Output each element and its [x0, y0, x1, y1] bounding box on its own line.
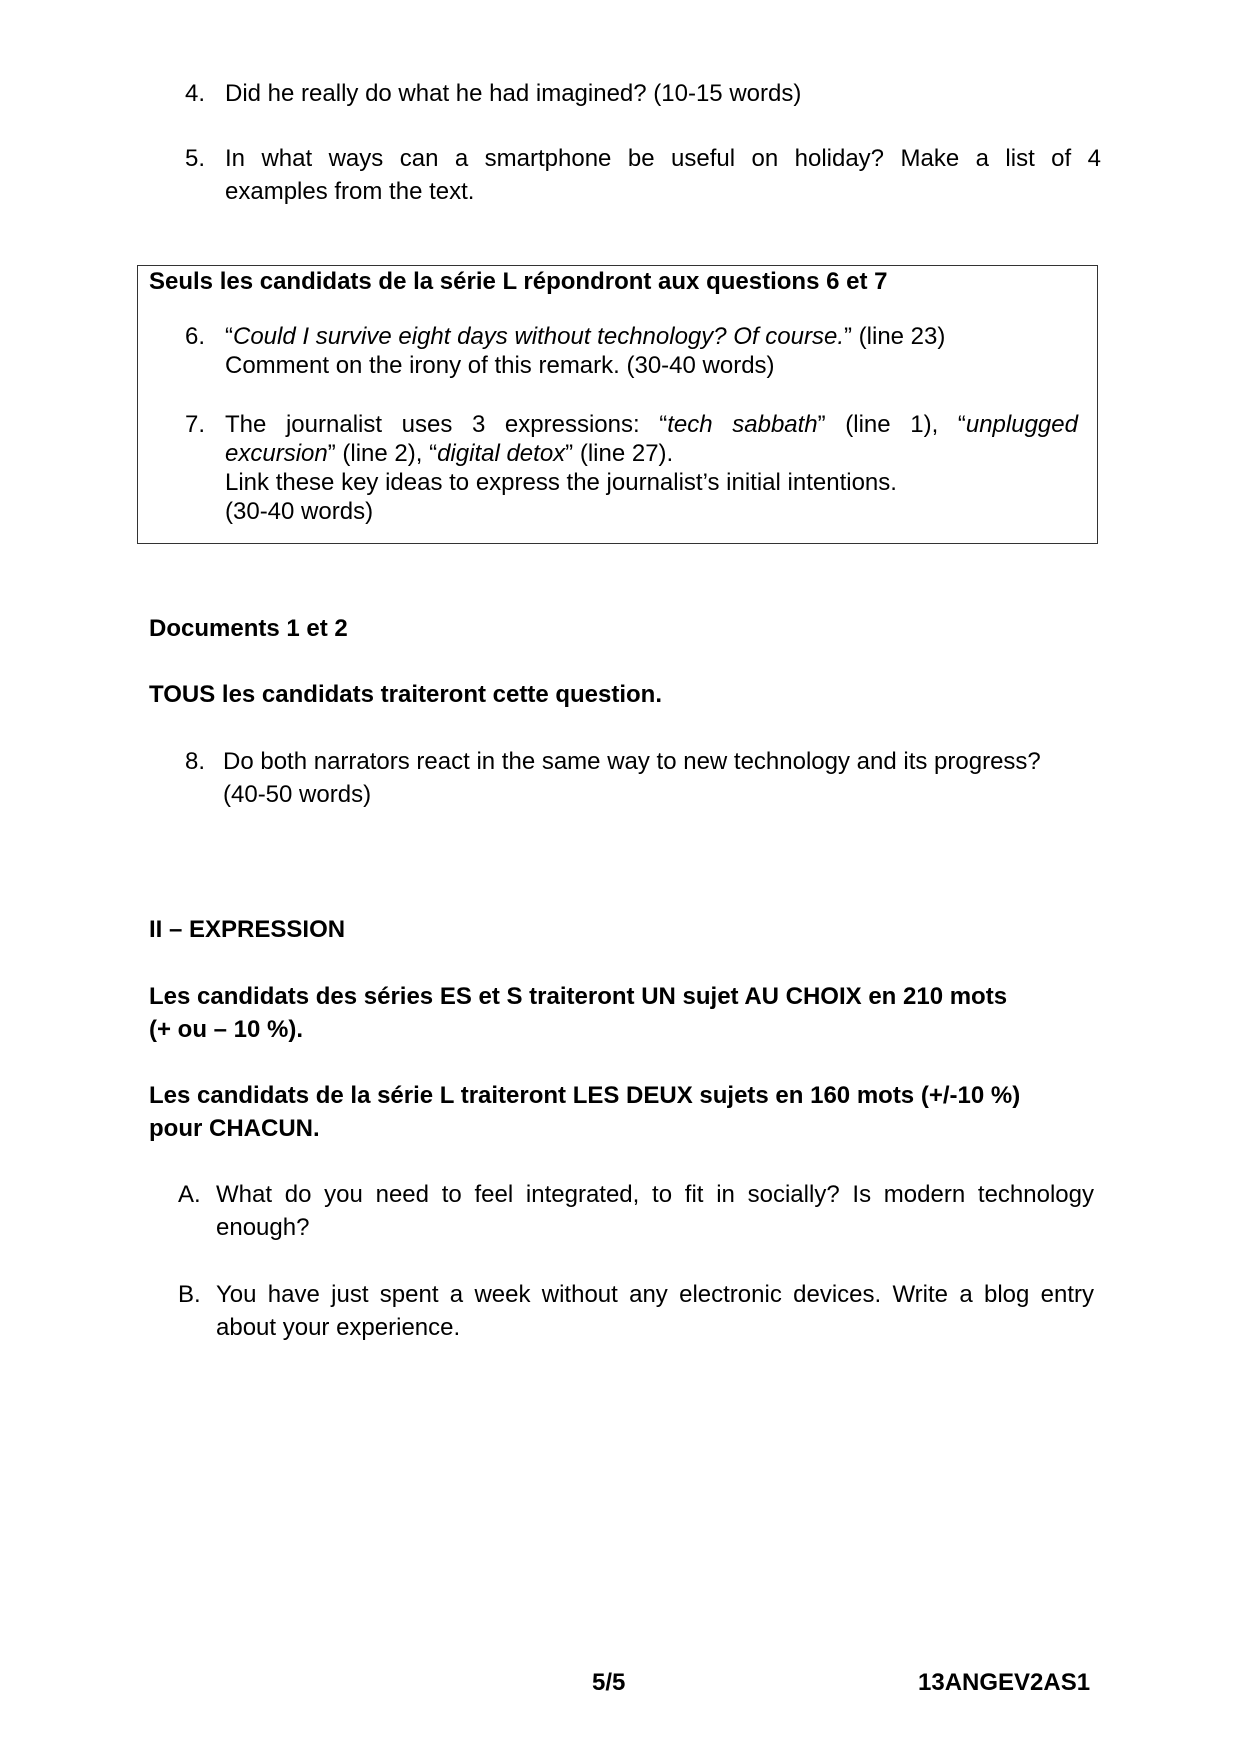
question-number: 6.	[185, 323, 206, 350]
all-candidates-note: TOUS les candidats traiteront cette question.	[149, 681, 662, 708]
question-text: In what ways can a smartphone be useful on holiday? Make a list of 4 examples from the text.	[225, 145, 1101, 205]
subject-b	[178, 1278, 1100, 1344]
question-text: Do both narrators react in the same way to new technology and its progress? (40-50 words)	[223, 748, 1041, 808]
subject-letter: A.	[178, 1181, 201, 1208]
question-8	[185, 745, 1100, 811]
question-number: 5.	[185, 145, 206, 172]
es-s-instructions: Les candidats des séries ES et S traiteront UN sujet AU CHOIX en 210 mots (+ ou – 10 %).	[149, 983, 1008, 1043]
question-4	[185, 77, 1100, 110]
documents-heading: Documents 1 et 2	[149, 615, 348, 642]
question-number: 4.	[185, 80, 206, 107]
subject-letter: B.	[178, 1281, 201, 1308]
page-number: 5/5	[592, 1669, 626, 1696]
document-code: 13ANGEV2AS1	[918, 1669, 1091, 1696]
expression-heading: II – EXPRESSION	[149, 916, 346, 943]
serie-l-heading: Seuls les candidats de la série L répondront aux questions 6 et 7	[149, 268, 888, 295]
question-number: 7.	[185, 411, 206, 438]
quote-text: Could I survive eight days without technology? Of course.	[233, 323, 844, 350]
question-text: The journalist uses 3 expressions: “tech sabbath” (line 1), “unplugged excursion” (line 2), “digital detox” (line 27). Link these key ideas to express the journalist’s initial intentions. (30-40 words)	[225, 411, 1078, 525]
question-7	[185, 410, 1090, 530]
question-number: 8.	[185, 748, 206, 775]
subject-a	[178, 1178, 1100, 1244]
subject-text: What do you need to feel integrated, to fit in socially? Is modern technology enough?	[216, 1181, 1094, 1241]
question-text: Did he really do what he had imagined? (10-15 words)	[225, 80, 802, 107]
question-5	[185, 142, 1100, 208]
question-6	[185, 322, 1090, 388]
question-text: “Could I survive eight days without technology? Of course.” (line 23) Comment on the irony of this remark. (30-40 words)	[225, 323, 946, 379]
l-instructions: Les candidats de la série L traiteront LES DEUX sujets en 160 mots (+/-10 %) pour CHACUN.	[149, 1082, 1021, 1142]
subject-text: You have just spent a week without any electronic devices. Write a blog entry about your experience.	[216, 1281, 1094, 1341]
